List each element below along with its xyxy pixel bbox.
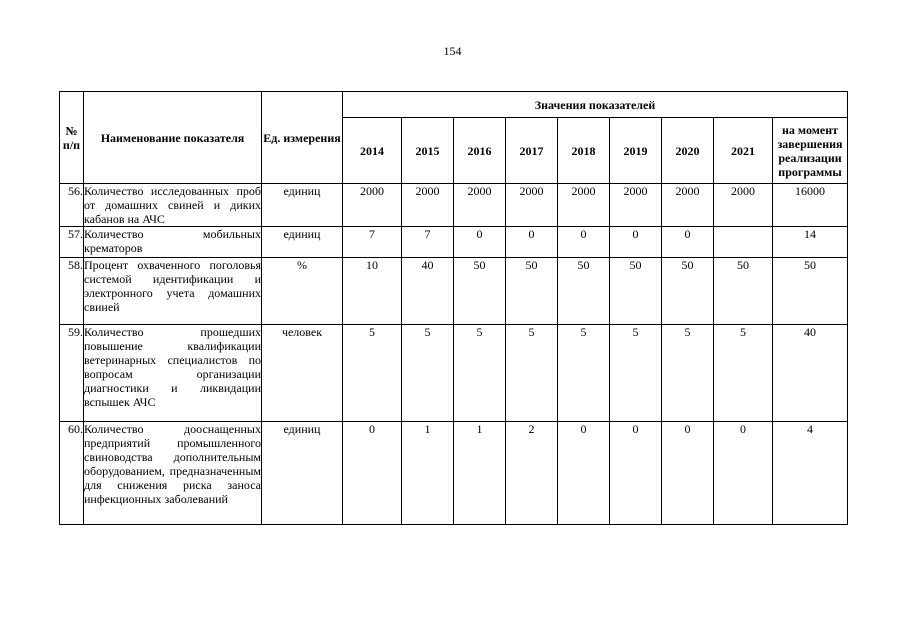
header-year: 2020 bbox=[662, 118, 714, 184]
value-cell: 10 bbox=[343, 258, 402, 325]
value-cell bbox=[714, 227, 773, 258]
value-cell: 7 bbox=[402, 227, 454, 258]
value-cell: 5 bbox=[610, 325, 662, 422]
unit-cell: единиц bbox=[262, 184, 343, 227]
header-final: на момент завершения реализации программы bbox=[773, 118, 848, 184]
unit-cell: единиц bbox=[262, 227, 343, 258]
value-cell: 1 bbox=[454, 422, 506, 525]
row-number: 58. bbox=[60, 258, 84, 325]
value-cell: 5 bbox=[343, 325, 402, 422]
header-name: Наименование показателя bbox=[84, 92, 262, 184]
unit-cell: единиц bbox=[262, 422, 343, 525]
final-value-cell: 14 bbox=[773, 227, 848, 258]
value-cell: 0 bbox=[714, 422, 773, 525]
value-cell: 50 bbox=[714, 258, 773, 325]
value-cell: 2000 bbox=[402, 184, 454, 227]
header-year: 2017 bbox=[506, 118, 558, 184]
unit-cell: % bbox=[262, 258, 343, 325]
header-num: № п/п bbox=[60, 92, 84, 184]
value-cell: 0 bbox=[506, 227, 558, 258]
page-number: 154 bbox=[443, 44, 462, 58]
value-cell: 50 bbox=[558, 258, 610, 325]
row-number: 56. bbox=[60, 184, 84, 227]
header-values-group: Значения показателей bbox=[343, 92, 848, 118]
header-row-group bbox=[60, 92, 848, 118]
table-row bbox=[60, 422, 848, 525]
value-cell: 0 bbox=[662, 227, 714, 258]
row-number: 57. bbox=[60, 227, 84, 258]
value-cell: 50 bbox=[662, 258, 714, 325]
value-cell: 0 bbox=[610, 227, 662, 258]
value-cell: 2 bbox=[506, 422, 558, 525]
value-cell: 0 bbox=[662, 422, 714, 525]
value-cell: 2000 bbox=[558, 184, 610, 227]
value-cell: 5 bbox=[558, 325, 610, 422]
value-cell: 0 bbox=[610, 422, 662, 525]
header-year: 2014 bbox=[343, 118, 402, 184]
value-cell: 7 bbox=[343, 227, 402, 258]
value-cell: 2000 bbox=[662, 184, 714, 227]
value-cell: 2000 bbox=[506, 184, 558, 227]
unit-cell: человек bbox=[262, 325, 343, 422]
final-value-cell: 16000 bbox=[773, 184, 848, 227]
table-row bbox=[60, 227, 848, 258]
value-cell: 2000 bbox=[714, 184, 773, 227]
table-row bbox=[60, 184, 848, 227]
value-cell: 40 bbox=[402, 258, 454, 325]
header-unit: Ед. измерения bbox=[262, 92, 343, 184]
value-cell: 5 bbox=[714, 325, 773, 422]
header-year: 2018 bbox=[558, 118, 610, 184]
indicator-name: Количество прошедших повышение квалификации ветеринарных специалистов по вопросам организации диагностики и ликвидации вспышек АЧС bbox=[84, 325, 262, 422]
indicator-name: Количество мобильных крематоров bbox=[84, 227, 262, 258]
indicator-name: Количество дооснащенных предприятий промышленного свиноводства дополнительным оборудованием, предназначенным для снижения риска заноса инфекционных заболеваний bbox=[84, 422, 262, 525]
value-cell: 5 bbox=[402, 325, 454, 422]
value-cell: 0 bbox=[454, 227, 506, 258]
indicators-table bbox=[59, 91, 848, 525]
final-value-cell: 40 bbox=[773, 325, 848, 422]
row-number: 60. bbox=[60, 422, 84, 525]
table-row bbox=[60, 325, 848, 422]
value-cell: 50 bbox=[506, 258, 558, 325]
value-cell: 1 bbox=[402, 422, 454, 525]
header-year: 2016 bbox=[454, 118, 506, 184]
value-cell: 2000 bbox=[343, 184, 402, 227]
header-year: 2021 bbox=[714, 118, 773, 184]
value-cell: 2000 bbox=[610, 184, 662, 227]
row-number: 59. bbox=[60, 325, 84, 422]
value-cell: 50 bbox=[454, 258, 506, 325]
value-cell: 5 bbox=[506, 325, 558, 422]
final-value-cell: 4 bbox=[773, 422, 848, 525]
value-cell: 50 bbox=[610, 258, 662, 325]
indicator-name: Процент охваченного поголовья системой идентификации и электронного учета домашних свиней bbox=[84, 258, 262, 325]
value-cell: 5 bbox=[454, 325, 506, 422]
value-cell: 2000 bbox=[454, 184, 506, 227]
value-cell: 5 bbox=[662, 325, 714, 422]
value-cell: 0 bbox=[343, 422, 402, 525]
header-year: 2019 bbox=[610, 118, 662, 184]
header-year: 2015 bbox=[402, 118, 454, 184]
indicator-name: Количество исследованных проб от домашних свиней и диких кабанов на АЧС bbox=[84, 184, 261, 226]
value-cell: 0 bbox=[558, 422, 610, 525]
final-value-cell: 50 bbox=[773, 258, 848, 325]
table-row bbox=[60, 258, 848, 325]
value-cell: 0 bbox=[558, 227, 610, 258]
